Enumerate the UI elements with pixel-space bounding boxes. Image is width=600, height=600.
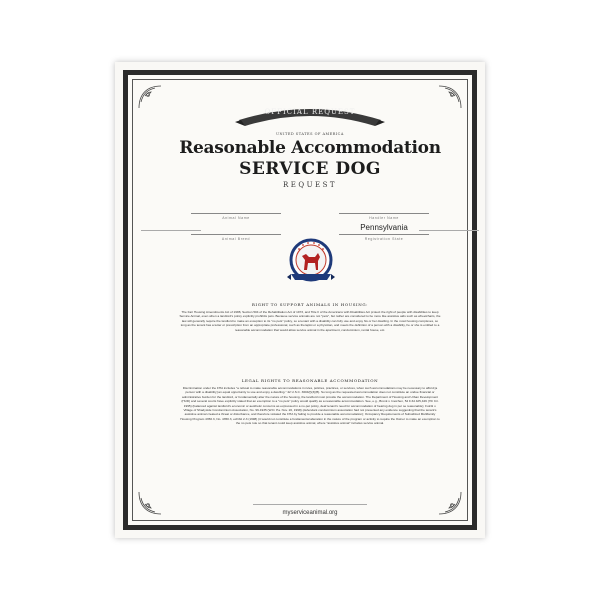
animal-breed-value — [191, 223, 281, 233]
corner-ornament-top-left — [137, 84, 163, 110]
section-heading-legal: LEGAL RIGHTS TO REASONABLE ACCOMMODATION — [241, 378, 379, 383]
animal-name-value — [191, 202, 281, 212]
animal-name-label: Animal Name — [222, 216, 250, 220]
inner-border — [132, 79, 468, 521]
section-text-legal: Discrimination under the FHA includes "a refusal to make reasonable accommodations in rules, policies, practices, or services, when such accommodations may be necessary to afford [a person with a disability] an equal opportunity to use and enjoy a dwelling." 42 U.S.C. 3604(f)(3)(B). So long as the requested accommodation does not constitute an undue financial or administrative burden for the landlord, or fundamentally alter the nature of the housing, the landlord must provide the accommodation. The Department of Housing and Urban Development (HUD) and several courts have explicitly stated that an exemption to a "no pets" policy would qualify as a reasonable accommodation. See, e.g., Bronk v. Ineichen, 54 F.3d 425,429 (7th Cir. 1995) (balanced against landlord's economic or aesthetic concerns as expressed in a no-pet policy, deaf tenant's need for accommodation of hearing dog in per se reasonable); Fulciti v. Village of Shadyside Condominium Association, No. 96-1935 (W.D. Pa. Nov. 20, 1998) (defendant condominium association had not presented any evidence suggesting that the tenant's assistive animal created a threat or disturbance, and therefore violated the FHA by failing to provide a reasonable accommodation); Occupancy Requirements of Subsidized Multifamily Housing Program 4350.3, No. 4350.3, exhibit 2-3 (1998) (it would not constitute a fundamental alteration in the nature of the program or activity to require the Owner to make an exemption to the no pets rule so that tenant could keep assistive animal, where "assistive animal" includes service animal. — [180, 386, 440, 426]
handler-name-value — [339, 202, 429, 212]
registration-state-field — [339, 223, 429, 241]
certificate-sheet — [115, 62, 485, 538]
handler-name-label: Handler Name — [369, 216, 399, 220]
handler-name-field — [339, 202, 429, 220]
animal-breed-label: Animal Breed — [221, 237, 251, 241]
registration-state-value: Pennsylvania — [360, 223, 408, 232]
service-dog-seal-icon — [285, 236, 337, 288]
registration-state-label: Registration State — [364, 237, 404, 241]
title-line-2: SERVICE DOG — [239, 159, 381, 179]
country-label: UNITED STATES OF AMERICA — [276, 132, 344, 136]
outer-border — [123, 70, 477, 530]
banner-label: OFFICIAL REQUEST — [264, 108, 356, 116]
corner-ornament-top-right — [437, 84, 463, 110]
website-label: myserviceanimal.org — [282, 510, 338, 516]
animal-breed-field — [191, 223, 281, 241]
official-request-banner — [235, 102, 385, 128]
section-heading-housing: RIGHT TO SUPPORT ANIMALS IN HOUSING: — [251, 302, 369, 307]
animal-name-field — [191, 202, 281, 220]
footer-rule — [253, 504, 367, 505]
title-line-3: REQUEST — [282, 181, 338, 189]
title-line-1: Reasonable Accommodation — [179, 138, 441, 158]
section-text-housing: The Fair Housing Amendments Act of 1988, Section 504 of the Rehabilitation Act of 1973, and Title II of the Americans with Disabilities Act protect the right of people with disabilities to keep Service Animal, even when a landlord's policy explicitly prohibits pets. Because service animals are not "pets", but rather are considered to be more like assistive aids such as wheelchairs, the law will generally require the landlord to make an exception to its "no pets" policy, so a tenant with a disability can fully use and enjoy his or her dwelling. In the most housing complexes, so long as the tenant has a letter or prescription from an appropriate professional, such as therapist or a physician, and meets the definition of a person with a disability, he or she is entitled to a reasonable accommodation that would allow service animal in the apartment, condominium, rental house, etc. — [179, 310, 441, 332]
